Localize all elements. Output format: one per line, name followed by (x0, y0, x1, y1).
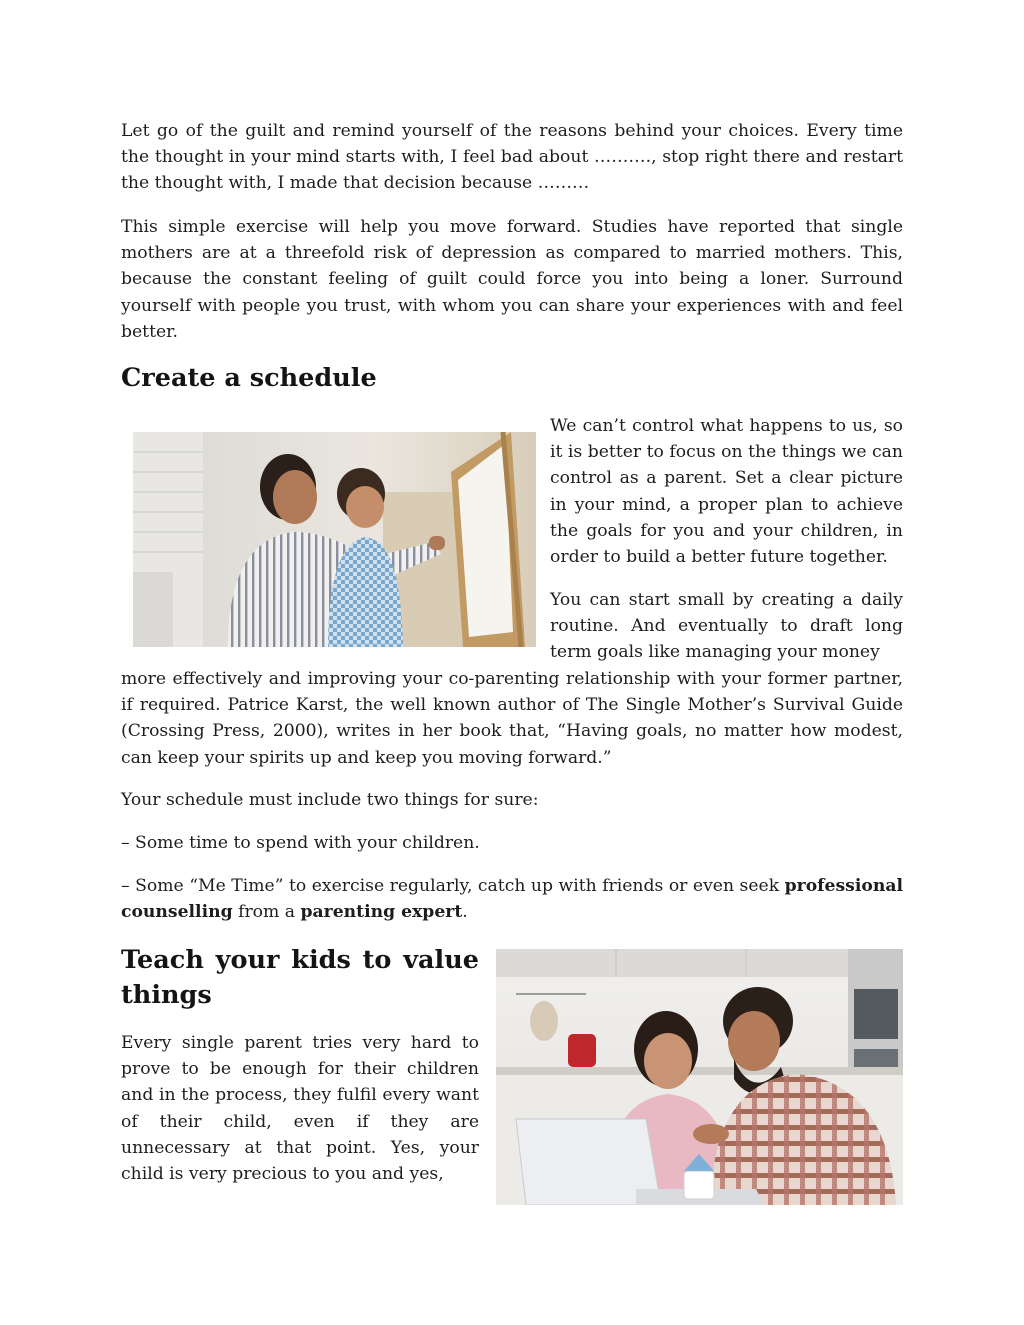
parenting-expert-link[interactable]: parenting expert (300, 902, 463, 923)
list-item-me-time (121, 873, 903, 925)
paragraph-value-things: Every single parent tries very hard to prove to be enough for their children and in the process, they fulfil every want of their child, even if they are unnecessary at that point. Yes, your child is very precious to you and yes, (121, 1033, 479, 1185)
me-time-text: – Some “Me Time” to exercise regularly, catch up with friends or even seek (121, 876, 785, 896)
list-item-children-time: – Some time to spend with your children. (121, 833, 480, 853)
me-time-connector: from a (232, 902, 301, 923)
paragraph-control: We can’t control what happens to us, so it is better to focus on the things we can control as a parent. Set a clear picture in your mind, a proper plan to achieve the goals for you and your children, in order to build a better future together. (550, 416, 903, 568)
me-time-end: . (462, 902, 468, 923)
paragraph-schedule-intro: Your schedule must include two things for sure: (121, 790, 539, 810)
paragraph-start-small-top: You can start small by creating a daily routine. And eventually to draft long term goals like managing your money (550, 590, 903, 663)
professional-counselling-link[interactable]: professional counselling (121, 876, 903, 923)
mother-child-easel-image (133, 432, 536, 647)
heading-create-schedule: Create a schedule (121, 363, 377, 393)
paragraph-start-small-continued: more effectively and improving your co-parenting relationship with your former partner, if required. Patrice Karst, the well known author of The Single Mother’s Survival Guide (Crossing Press, 2000), writes in her book that, “Having goals, no matter how modest, can keep your spirits up and keep you moving forward.” (121, 669, 903, 768)
father-daughter-laptop-image (496, 949, 903, 1205)
paragraph-exercise: This simple exercise will help you move forward. Studies have reported that single mothers are at a threefold risk of depression as compared to married mothers. This, because the constant feeling of guilt could force you into being a loner. Surround yourself with people you trust, with whom you can share your experiences with and feel better. (121, 217, 903, 342)
heading-teach-kids: Teach your kids to value things (121, 945, 479, 1010)
paragraph-guilt: Let go of the guilt and remind yourself of the reasons behind your choices. Every time the thought in your mind starts with, I feel bad about ………., stop right there and restart the thought with, I made that decision because ……… (121, 121, 903, 194)
